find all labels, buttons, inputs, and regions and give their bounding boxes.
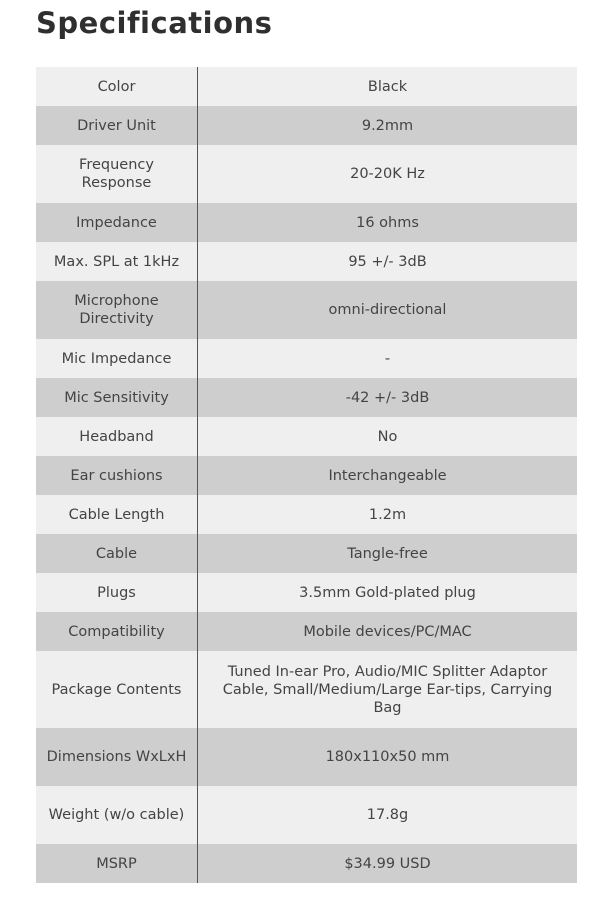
table-row: [36, 534, 577, 573]
table-row: [36, 844, 577, 883]
spec-label: Driver Unit: [36, 106, 198, 145]
spec-value: 180x110x50 mm: [325, 749, 450, 765]
spec-label: Package Contents: [36, 651, 198, 728]
spec-value: Tuned In-ear Pro, Audio/MIC Splitter Adaptor Cable, Small/Medium/Large Ear-tips, Carrying Bag: [222, 663, 553, 716]
page-title: Specifications: [36, 6, 273, 40]
spec-label: Compatibility: [36, 612, 198, 651]
table-row: [36, 242, 577, 281]
spec-value: $34.99 USD: [344, 855, 431, 872]
table-row: [36, 106, 577, 145]
spec-value: -: [384, 350, 391, 367]
spec-value: 95 +/- 3dB: [348, 253, 427, 270]
spec-value: 9.2mm: [361, 117, 414, 134]
spec-value: 3.5mm Gold-plated plug: [299, 584, 476, 601]
spec-label: Dimensions WxLxH: [36, 728, 198, 786]
spec-value: No: [377, 428, 398, 445]
table-row: [36, 612, 577, 651]
table-row: [36, 378, 577, 417]
table-row: [36, 67, 577, 106]
table-row: [36, 145, 577, 203]
spec-label: MSRP: [36, 844, 198, 883]
spec-value: Mobile devices/PC/MAC: [303, 623, 472, 640]
specifications-table: [36, 67, 577, 883]
spec-value: 20-20K Hz: [350, 166, 425, 182]
spec-value: -42 +/- 3dB: [345, 389, 430, 406]
spec-label: Mic Sensitivity: [36, 378, 198, 417]
spec-value: 17.8g: [366, 807, 409, 823]
spec-label: Plugs: [36, 573, 198, 612]
table-row: [36, 573, 577, 612]
table-row: [36, 495, 577, 534]
table-row: [36, 203, 577, 242]
spec-value: 16 ohms: [356, 214, 419, 231]
table-row: [36, 786, 577, 844]
table-row: [36, 417, 577, 456]
spec-value: omni-directional: [328, 302, 447, 318]
spec-label: Max. SPL at 1kHz: [36, 242, 198, 281]
spec-label: Ear cushions: [36, 456, 198, 495]
spec-label: Headband: [36, 417, 198, 456]
spec-label: Cable Length: [36, 495, 198, 534]
spec-value: Black: [367, 78, 408, 95]
table-row: [36, 281, 577, 339]
spec-value: 1.2m: [368, 506, 407, 523]
spec-value: Tangle-free: [347, 545, 428, 562]
table-row: [36, 651, 577, 728]
spec-label: Color: [36, 67, 198, 106]
table-row: [36, 339, 577, 378]
spec-label: Weight (w/o cable): [36, 786, 198, 844]
spec-value: Interchangeable: [328, 467, 447, 484]
spec-label: Impedance: [36, 203, 198, 242]
spec-label: Cable: [36, 534, 198, 573]
table-row: [36, 728, 577, 786]
spec-label: Mic Impedance: [36, 339, 198, 378]
table-row: [36, 456, 577, 495]
spec-label: Microphone Directivity: [36, 281, 198, 339]
spec-label: Frequency Response: [36, 145, 198, 203]
